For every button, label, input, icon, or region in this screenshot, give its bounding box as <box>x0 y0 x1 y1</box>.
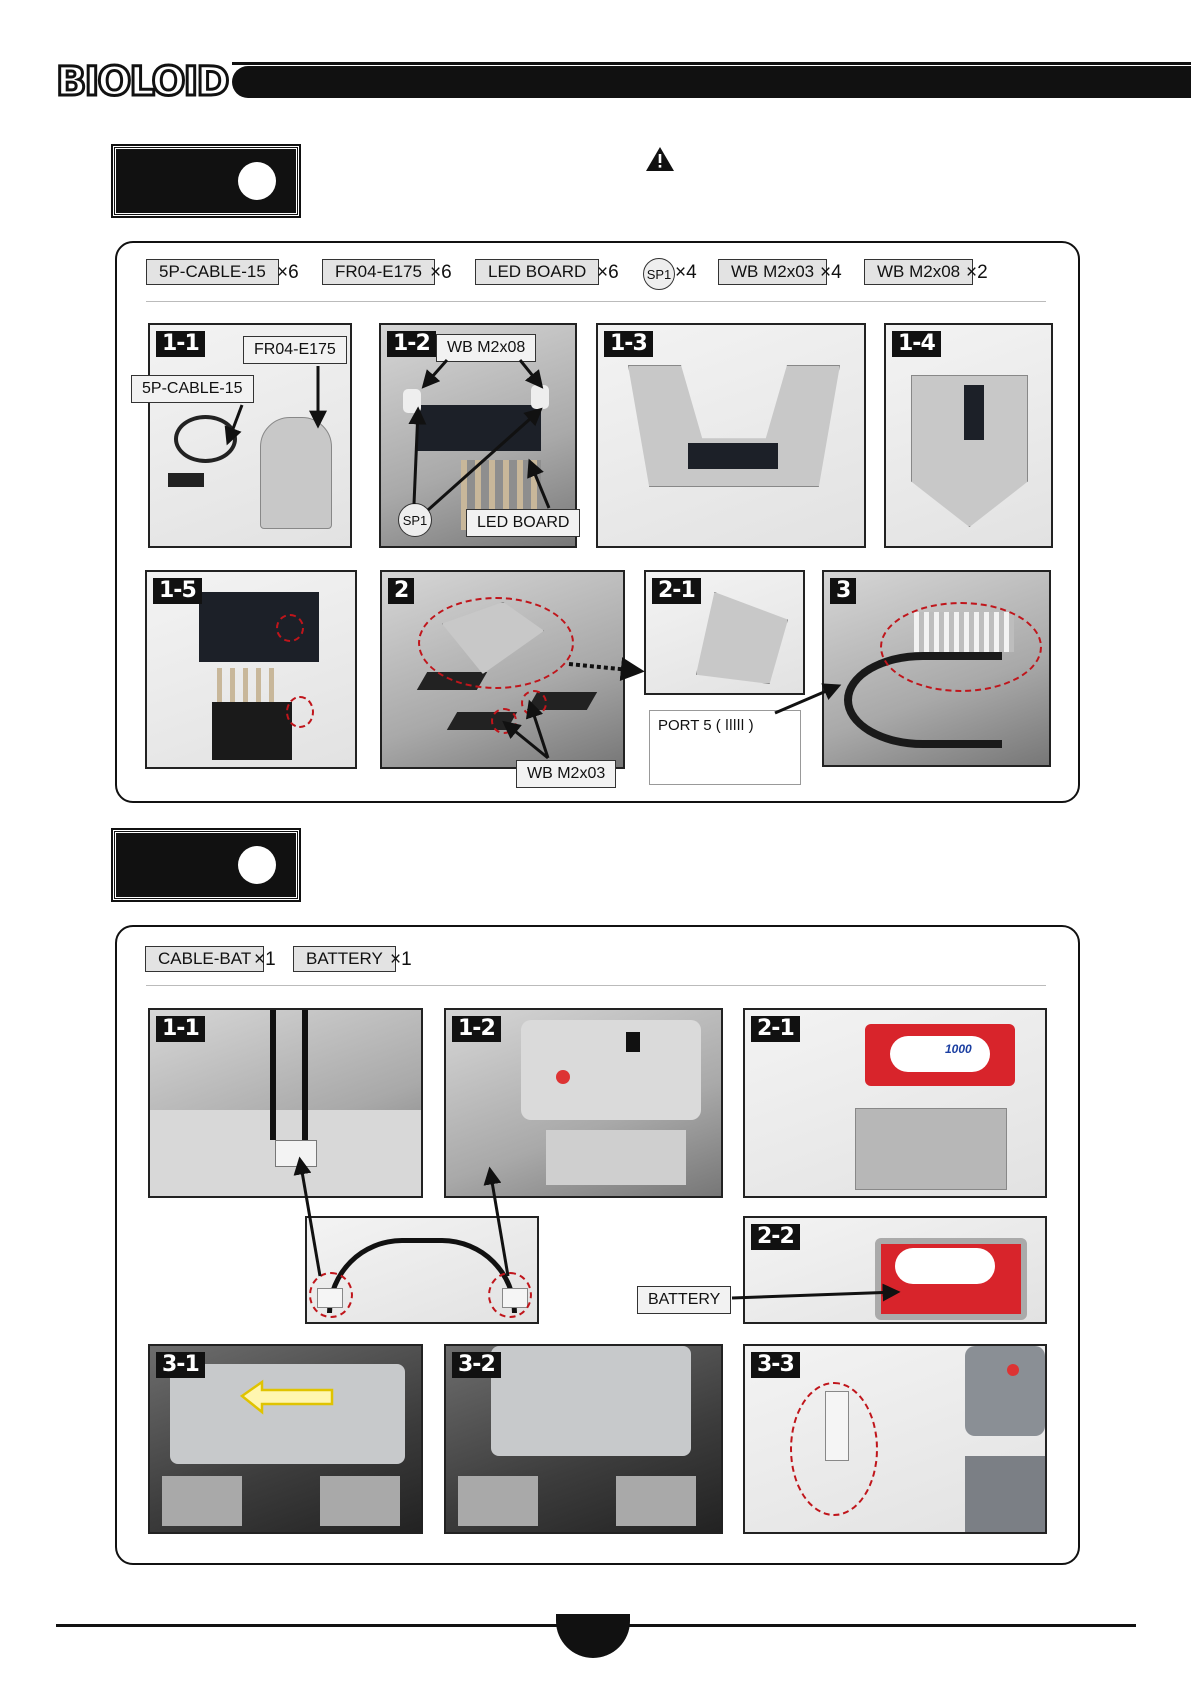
step-badge: 1-3 <box>604 331 653 357</box>
step2-photo-3-1 <box>148 1344 423 1534</box>
part-qty: ×4 <box>820 262 842 283</box>
part-label: FR04-E175 <box>322 259 435 285</box>
step-badge: 2-1 <box>751 1016 800 1042</box>
step2-photo-2-1 <box>743 1008 1047 1198</box>
step-photo-1-3 <box>596 323 866 548</box>
part-label-sp1: SP1 <box>643 258 675 290</box>
section-2-tab <box>113 830 299 900</box>
step2-photo-3-2 <box>444 1344 723 1534</box>
callout-fr04-e175: FR04-E175 <box>243 336 347 364</box>
warning-triangle-icon <box>645 146 675 172</box>
highlight-circle <box>521 690 547 716</box>
step-badge: 1-1 <box>156 331 205 357</box>
part-label: WB M2x08 <box>864 259 973 285</box>
parts-divider <box>146 985 1046 986</box>
bioloid-logo: BIOLOID <box>56 59 228 105</box>
step-badge: 2-2 <box>751 1224 800 1250</box>
header-bar <box>232 66 1191 98</box>
highlight-circle <box>286 696 314 728</box>
part-qty: ×1 <box>390 949 412 970</box>
section-2-number-dot <box>238 846 276 884</box>
highlight-circle <box>276 614 304 642</box>
step2-photo-1-1 <box>148 1008 423 1198</box>
page-number-tab <box>556 1614 630 1658</box>
highlight-circle <box>880 602 1042 692</box>
step-badge: 2-1 <box>652 578 701 604</box>
step-badge: 3-1 <box>156 1352 205 1378</box>
part-qty: ×4 <box>675 262 697 283</box>
callout-wb-m2x03: WB M2x03 <box>516 760 616 788</box>
part-qty: ×2 <box>966 262 988 283</box>
step-photo-2-1 <box>644 570 805 695</box>
callout-5p-cable-15: 5P-CABLE-15 <box>131 375 254 403</box>
step-badge: 1-1 <box>156 1016 205 1042</box>
part-qty: ×6 <box>277 262 299 283</box>
step-badge: 3 <box>830 578 856 604</box>
port-label: PORT 5 ( ǀǀǀǀǀ ) <box>658 717 754 734</box>
step-photo-1-4 <box>884 323 1053 548</box>
part-label: 5P-CABLE-15 <box>146 259 279 285</box>
highlight-circle <box>488 1272 532 1318</box>
part-qty: ×1 <box>254 949 276 970</box>
step-badge: 1-2 <box>387 331 436 357</box>
step-badge: 3-2 <box>452 1352 501 1378</box>
callout-led-board: LED BOARD <box>466 509 580 537</box>
step-badge: 3-3 <box>751 1352 800 1378</box>
step-badge: 1-4 <box>892 331 941 357</box>
battery-capacity-text: 1000 <box>945 1042 972 1056</box>
step2-photo-2-2 <box>743 1216 1047 1324</box>
callout-battery: BATTERY <box>637 1286 731 1314</box>
callout-sp1: SP1 <box>398 503 432 537</box>
parts-divider <box>146 301 1046 302</box>
callout-wb-m2x08: WB M2x08 <box>436 334 536 362</box>
part-label: LED BOARD <box>475 259 599 285</box>
step-photo-1-5 <box>145 570 357 769</box>
port-note-box <box>649 710 801 785</box>
step2-photo-1-2 <box>444 1008 723 1198</box>
part-label: CABLE-BAT <box>145 946 264 972</box>
step-badge: 1-2 <box>452 1016 501 1042</box>
highlight-circle <box>309 1272 353 1318</box>
step-badge: 2 <box>388 578 414 604</box>
part-qty: ×6 <box>597 262 619 283</box>
highlight-circle <box>790 1382 878 1516</box>
highlight-circle <box>418 597 574 689</box>
part-qty: ×6 <box>430 262 452 283</box>
step-badge: 1-5 <box>153 578 202 604</box>
highlight-circle <box>491 708 517 734</box>
header-rule <box>232 62 1191 65</box>
section-1-tab <box>113 146 299 216</box>
part-label: WB M2x03 <box>718 259 827 285</box>
step2-photo-3-3 <box>743 1344 1047 1534</box>
part-label: BATTERY <box>293 946 396 972</box>
section-1-number-dot <box>238 162 276 200</box>
